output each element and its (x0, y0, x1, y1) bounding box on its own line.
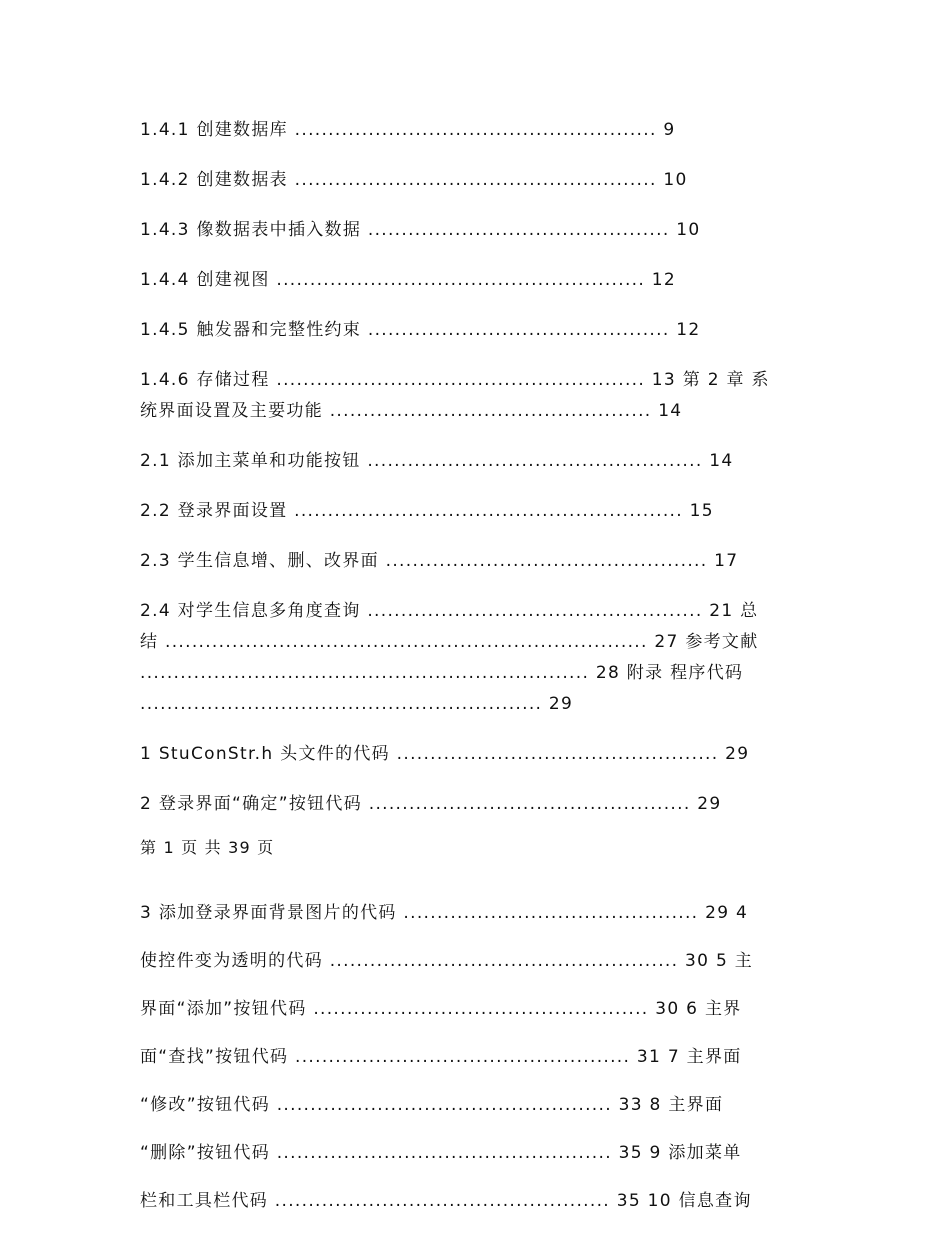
page-number-footer: 第 1 页 共 39 页 (140, 838, 275, 857)
toc-entry: 2.3 学生信息增、删、改界面 ................................................ 17 (140, 551, 739, 571)
toc-entry: 1 StuConStr.h 头文件的代码 ................................................ 29 (140, 744, 750, 764)
toc-entry: 1.4.1 创建数据库 ...................................................... 9 (140, 120, 676, 140)
toc-entry: 界面“添加”按钮代码 .................................................. 30 6 主界 (140, 999, 742, 1019)
toc-entry: 使控件变为透明的代码 .................................................... 30 5 主 (140, 951, 754, 971)
toc-entry: 2.2 登录界面设置 .......................................................... 15 (140, 501, 714, 521)
toc-entry: 1.4.2 创建数据表 ...................................................... 10 (140, 170, 688, 190)
toc-entry: “修改”按钮代码 .................................................. 33 8 主界面 (140, 1095, 724, 1115)
toc-entry: 1.4.4 创建视图 ....................................................... 12 (140, 270, 677, 290)
toc-entry: 1.4.6 存储过程 ....................................................... 13 第 2 章 系 (140, 370, 770, 390)
toc-entry-continuation: 结 ........................................................................ 27 参考文献 (140, 632, 759, 652)
toc-entry: 2 登录界面“确定”按钮代码 ................................................ 29 (140, 794, 722, 814)
toc-entry: 2.4 对学生信息多角度查询 .................................................. 21 总 (140, 601, 759, 621)
toc-entry-continuation: ................................................................... 28 附录 程序代码 (140, 663, 744, 683)
toc-entry: 3 添加登录界面背景图片的代码 ............................................ 29 4 (140, 903, 749, 923)
toc-entry: 栏和工具栏代码 .................................................. 35 10 信息查询 (140, 1191, 752, 1211)
toc-entry: “删除”按钮代码 .................................................. 35 9 添加菜单 (140, 1143, 742, 1163)
toc-entry: 1.4.5 触发器和完整性约束 ............................................. 12 (140, 320, 701, 340)
toc-entry: 1.4.3 像数据表中插入数据 ............................................. 10 (140, 220, 701, 240)
table-of-contents (140, 115, 812, 820)
table-of-contents-continued (140, 881, 812, 1234)
toc-entry: 面“查找”按钮代码 .................................................. 31 7 主界面 (140, 1047, 742, 1067)
toc-entry-continuation: ............................................................ 29 (140, 694, 574, 714)
toc-entry: 2.1 添加主菜单和功能按钮 .................................................. 14 (140, 451, 734, 471)
toc-entry-continuation: 统界面设置及主要功能 ................................................ 14 (140, 401, 683, 421)
